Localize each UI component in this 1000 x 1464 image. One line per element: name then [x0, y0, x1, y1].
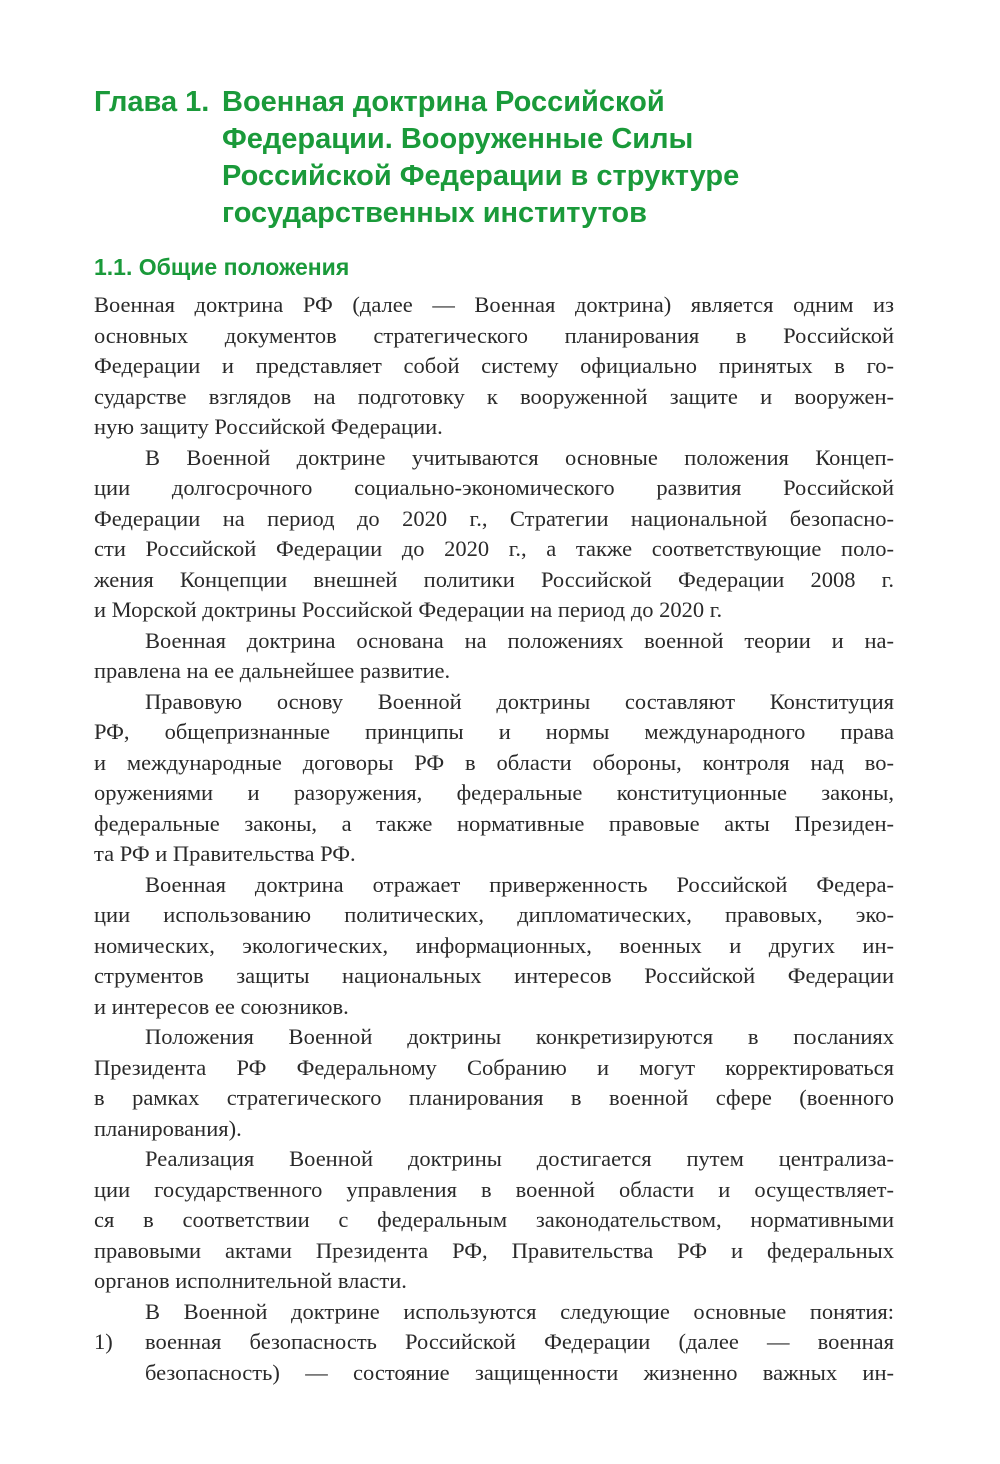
text-line: ную защиту Российской Федерации. — [94, 414, 443, 439]
chapter-title-line: государственных институтов — [222, 197, 647, 229]
text-line: органов исполнительной власти. — [94, 1268, 407, 1293]
text-line: в рамках стратегического планирования в военной сфере (военного — [94, 1085, 894, 1110]
text-line: планирования). — [94, 1115, 242, 1141]
text-line: Военная доктрина РФ (далее — Военная доктрина) является одним из — [94, 292, 894, 317]
text-line: ции государственного управления в военной области и осуществляет- — [94, 1176, 894, 1202]
text-line: Реализация Военной доктрины достигается путем централиза- — [145, 1146, 894, 1171]
text-line: сти Российской Федерации до 2020 г., а также соответствующие поло- — [94, 536, 894, 561]
paragraph-5 — [94, 870, 894, 1023]
text-line: Федерации и представляет собой систему официально принятых в го- — [94, 353, 894, 378]
text-line: В Военной доктрине используются следующие основные понятия: — [145, 1298, 894, 1324]
text-line: и интересов ее союзников. — [94, 993, 349, 1019]
text-line: Военная доктрина основана на положениях военной теории и на- — [145, 627, 894, 653]
text-line: Президента РФ Федеральному Собранию и могут корректироваться — [94, 1054, 894, 1080]
text-line: и Морской доктрины Российской Федерации на период до 2020 г. — [94, 597, 723, 622]
text-line: сударстве взглядов на подготовку к вооруженной защите и вооружен- — [94, 383, 894, 409]
paragraph-3 — [94, 626, 894, 687]
body-text — [94, 290, 894, 1388]
text-line: ции долгосрочного социально-экономического развития Российской — [94, 475, 894, 500]
list-item-number: 1) — [94, 1329, 113, 1354]
chapter-heading — [94, 84, 894, 232]
text-line: Правовую основу Военной доктрины составляют Конституция — [145, 688, 894, 714]
chapter-title — [222, 84, 894, 232]
paragraph-7 — [94, 1144, 894, 1297]
list-item-text — [145, 1327, 894, 1388]
text-line: Федерации на период до 2020 г., Стратегии национальной безопасно- — [94, 505, 894, 531]
text-line: правлена на ее дальнейшее развитие. — [94, 658, 451, 683]
text-line: Положения Военной доктрины конкретизируются в посланиях — [145, 1024, 894, 1049]
text-line: федеральные законы, а также нормативные правовые акты Президен- — [94, 810, 894, 836]
text-line: Военная доктрина отражает приверженность Российской Федера- — [145, 871, 894, 897]
chapter-title-line: Российской Федерации в структуре — [222, 160, 740, 192]
paragraph-6 — [94, 1022, 894, 1144]
text-line: основных документов стратегического планирования в Российской — [94, 322, 894, 348]
list-item — [94, 1327, 894, 1388]
text-line: та РФ и Правительства РФ. — [94, 841, 356, 866]
text-line: струментов защиты национальных интересов Российской Федерации — [94, 963, 894, 988]
paragraph-2 — [94, 443, 894, 626]
paragraph-1 — [94, 290, 894, 443]
text-line: военная безопасность Российской Федерации (далее — военная — [145, 1329, 894, 1354]
text-line: ся в соответствии с федеральным законодательством, нормативными — [94, 1207, 894, 1232]
chapter-title-line: Военная доктрина Российской — [222, 86, 665, 118]
paragraph-8 — [94, 1297, 894, 1328]
text-line: и международные договоры РФ в области обороны, контроля над во- — [94, 749, 894, 775]
text-line: оружениями и разоружения, федеральные конституционные законы, — [94, 780, 894, 805]
text-line: В Военной доктрине учитываются основные положения Концеп- — [145, 444, 894, 470]
chapter-title-line: Федерации. Вооруженные Силы — [222, 123, 694, 155]
text-line: правовыми актами Президента РФ, Правительства РФ и федеральных — [94, 1237, 894, 1263]
section-heading: 1.1. Общие положения — [94, 254, 350, 280]
document-page — [94, 84, 894, 1388]
text-line: ции использованию политических, дипломатических, правовых, эко- — [94, 902, 894, 927]
paragraph-4 — [94, 687, 894, 870]
text-line: жения Концепции внешней политики Российской Федерации 2008 г. — [94, 566, 894, 592]
chapter-label: Глава 1. — [94, 86, 210, 118]
text-line: номических, экологических, информационных, военных и других ин- — [94, 932, 894, 958]
text-line: РФ, общепризнанные принципы и нормы международного права — [94, 719, 894, 744]
text-line: безопасность) — состояние защищенности жизненно важных ин- — [145, 1359, 894, 1385]
